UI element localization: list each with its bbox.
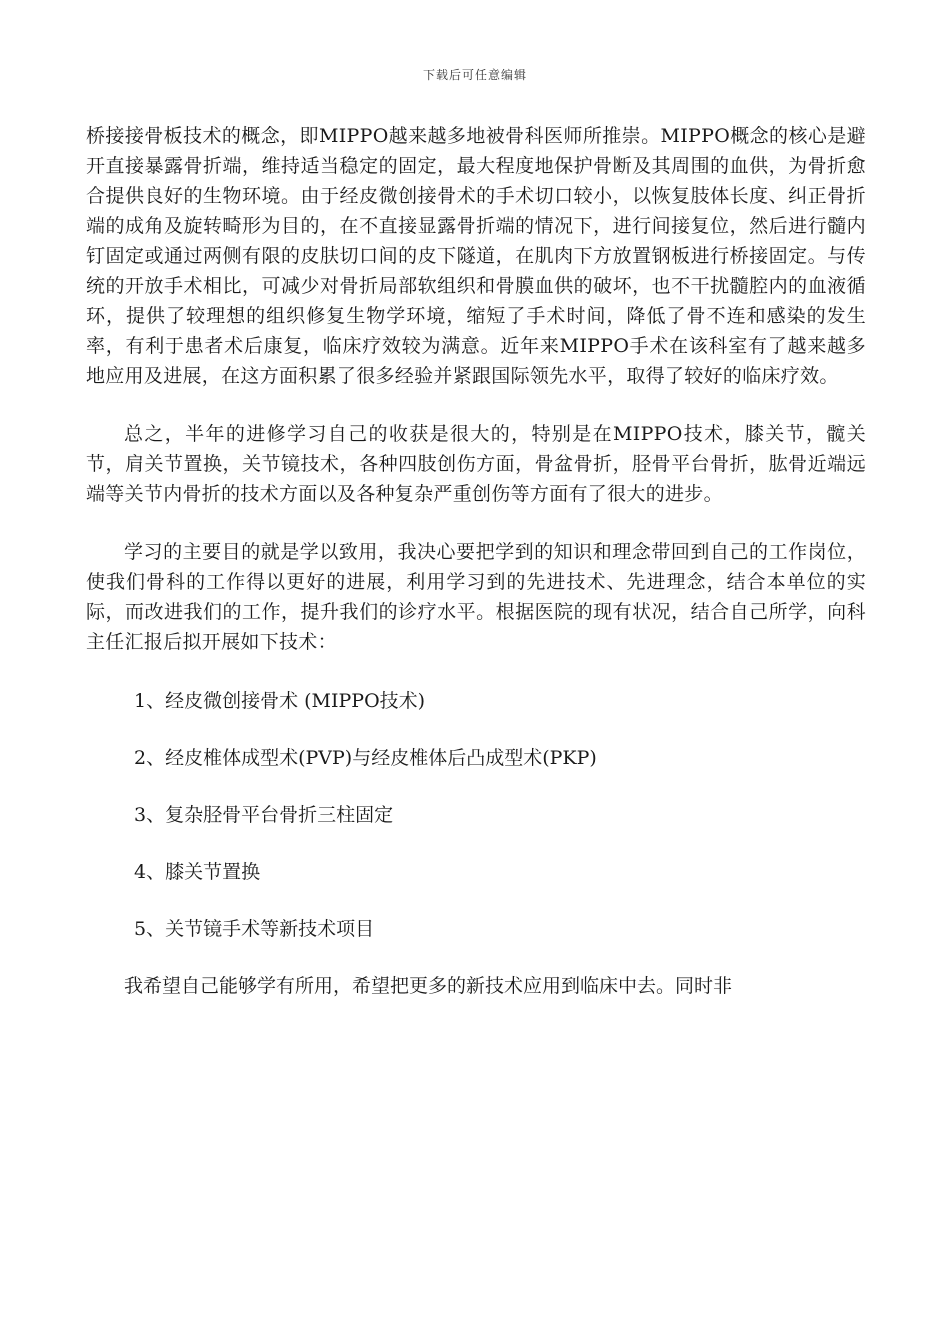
technique-list — [86, 686, 866, 944]
list-item: 4、膝关节置换 — [134, 861, 261, 883]
list-item: 3、复杂胫骨平台骨折三柱固定 — [134, 804, 394, 826]
document-body — [86, 121, 866, 1001]
list-item: 1、经皮微创接骨术 (MIPPO技术) — [134, 690, 426, 712]
paragraph-closing: 我希望自己能够学有所用，希望把更多的新技术应用到临床中去。同时非 — [124, 975, 733, 997]
list-item: 5、关节镜手术等新技术项目 — [134, 918, 375, 940]
paragraph-summary: 总之，半年的进修学习自己的收获是很大的，特别是在MIPPO技术，膝关节，髋关节，肩关节置换，关节镜技术，各种四肢创伤方面，骨盆骨折，胫骨平台骨折，肱骨近端远端等关节内骨折的技术方面以及各种复杂严重创伤等方面有了很大的进步。 — [86, 423, 866, 505]
paragraph-learning-goal: 学习的主要目的就是学以致用，我决心要把学到的知识和理念带回到自己的工作岗位，使我们骨科的工作得以更好的进展，利用学习到的先进技术、先进理念，结合本单位的实际，而改进我们的工作，提升我们的诊疗水平。根据医院的现有状况，结合自己所学，向科主任汇报后拟开展如下技术： — [86, 541, 866, 653]
page-header: 下载后可任意编辑 — [422, 68, 527, 82]
paragraph-mippo-concept: 桥接接骨板技术的概念，即MIPPO越来越多地被骨科医师所推崇。MIPPO概念的核心是避开直接暴露骨折端，维持适当稳定的固定，最大程度地保护骨断及其周围的血供，为骨折愈合提供良好的生物环境。由于经皮微创接骨术的手术切口较小，以恢复肢体长度、纠正骨折端的成角及旋转畸形为目的，在不直接显露骨折端的情况下，进行间接复位，然后进行髓内钉固定或通过两侧有限的皮肤切口间的皮下隧道，在肌肉下方放置钢板进行桥接固定。与传统的开放手术相比，可减少对骨折局部软组织和骨膜血供的破坏，也不干扰髓腔内的血液循环，提供了较理想的组织修复生物学环境，缩短了手术时间，降低了骨不连和感染的发生率，有利于患者术后康复，临床疗效较为满意。近年来MIPPO手术在该科室有了越来越多地应用及进展，在这方面积累了很多经验并紧跟国际领先水平，取得了较好的临床疗效。 — [86, 125, 866, 387]
list-item: 2、经皮椎体成型术(PVP)与经皮椎体后凸成型术(PKP) — [134, 747, 597, 769]
